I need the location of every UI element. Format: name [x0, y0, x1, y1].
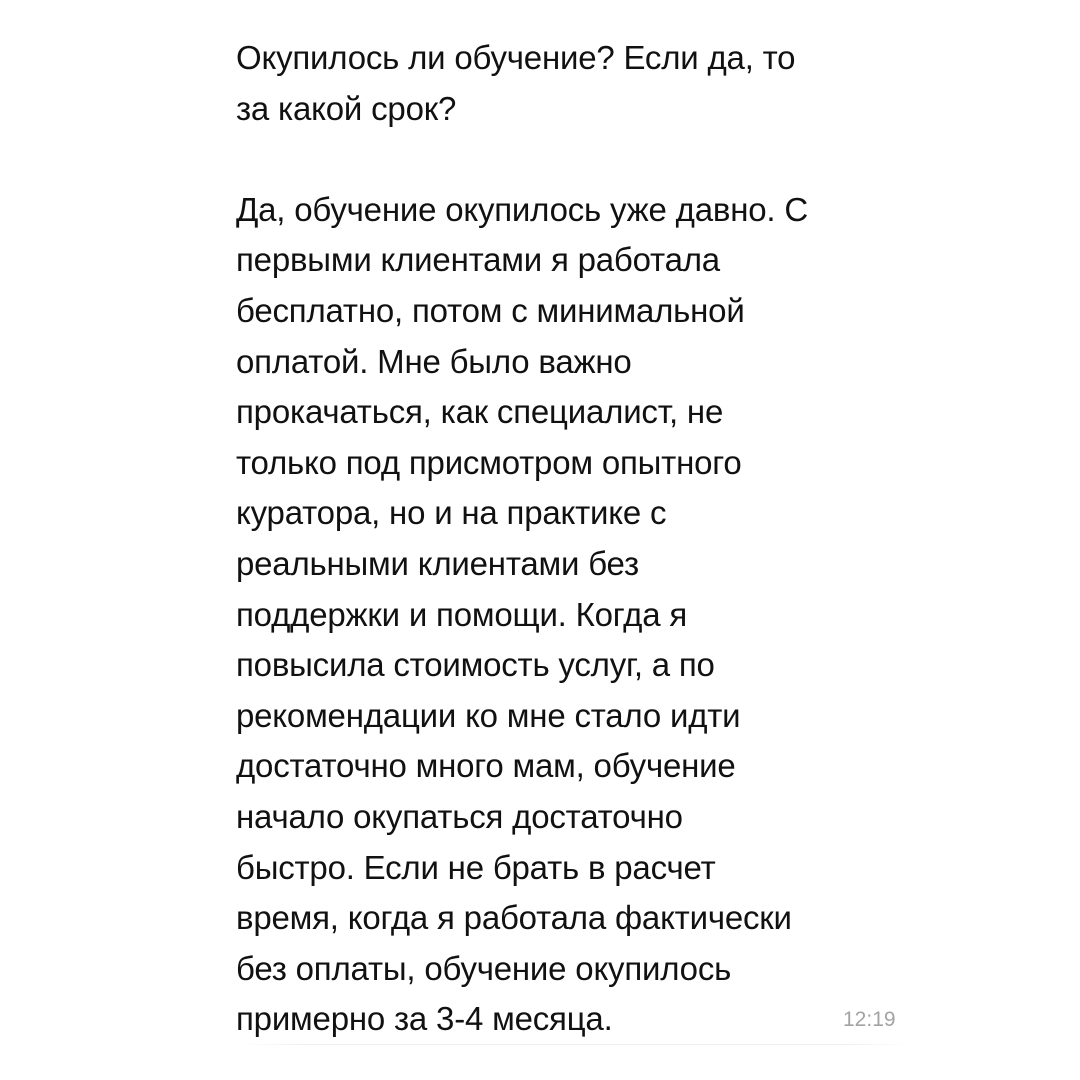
message-line: за какой срок? — [236, 89, 457, 127]
message-text — [236, 33, 916, 1045]
message-line: только под присмотром опытного — [236, 443, 742, 481]
message-line: быстро. Если не брать в расчет — [236, 848, 716, 886]
message-line: начало окупаться достаточно — [236, 797, 683, 835]
message-line: бесплатно, потом с минимальной — [236, 291, 745, 329]
message-line: достаточно много мам, обучение — [236, 747, 736, 785]
message-timestamp: 12:19 — [843, 1008, 896, 1031]
message-line: повысила стоимость услуг, а по — [236, 646, 715, 684]
message-line: рекомендации ко мне стало идти — [236, 696, 741, 734]
question-paragraph — [236, 33, 916, 134]
message-bubble[interactable] — [210, 0, 910, 1048]
message-line: поддержки и помощи. Когда я — [236, 595, 687, 633]
message-line: реальными клиентами без — [236, 544, 639, 582]
message-line: время, когда я работала фактически — [236, 899, 792, 937]
message-line: первыми клиентами я работала — [236, 241, 720, 279]
message-line: прокачаться, как специалист, не — [236, 393, 724, 431]
bubble-bottom-edge — [240, 1044, 910, 1045]
answer-paragraph — [236, 185, 916, 1045]
message-line: без оплаты, обучение окупилось — [236, 949, 732, 987]
message-line: оплатой. Мне было важно — [236, 342, 632, 380]
message-line: Да, обучение окупилось уже давно. С — [236, 190, 808, 228]
message-line: примерно за 3-4 месяца. — [236, 1000, 613, 1038]
message-line: куратора, но и на практике с — [236, 494, 667, 532]
message-line: Окупилось ли обучение? Если да, то — [236, 39, 796, 76]
